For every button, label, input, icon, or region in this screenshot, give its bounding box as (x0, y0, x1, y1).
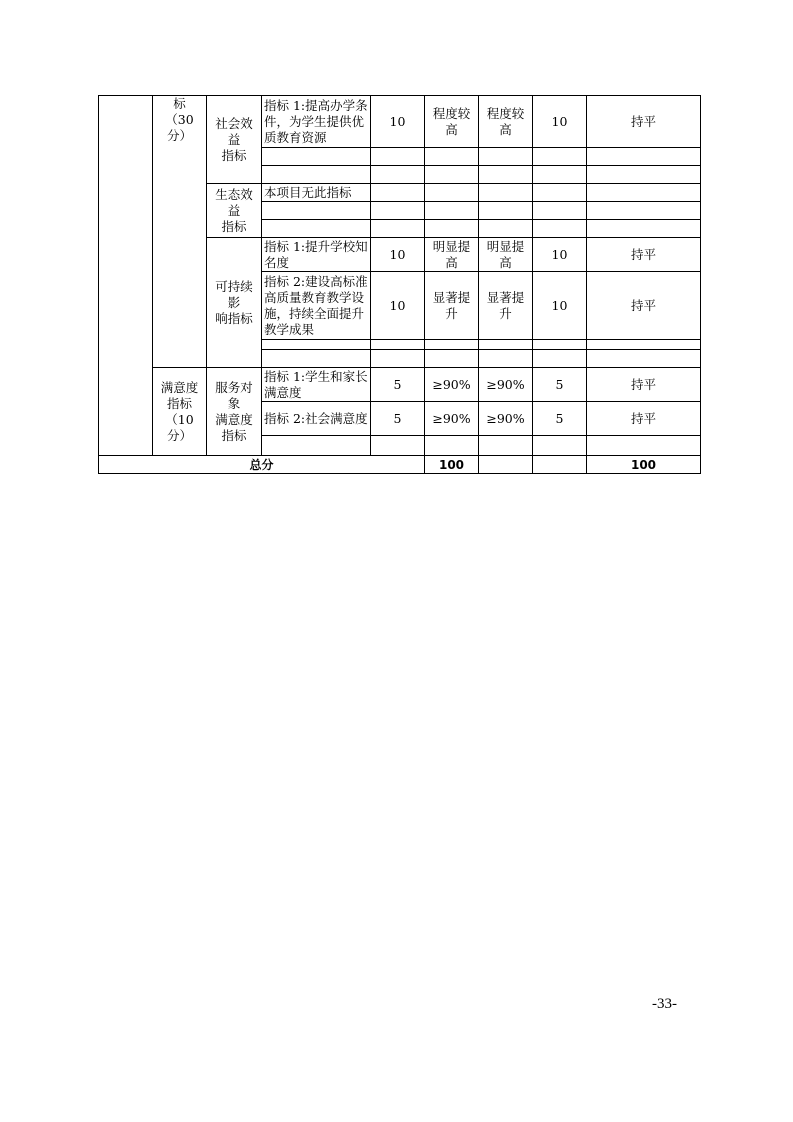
score-cell: 10 (533, 272, 587, 340)
category-cell-effect: 标 （30 分） (153, 96, 207, 368)
empty-cell (479, 436, 533, 456)
level1-cell (99, 96, 153, 456)
note-cell: 持平 (587, 368, 701, 402)
total-weight: 100 (425, 456, 479, 474)
empty-cell (587, 340, 701, 350)
empty-cell (479, 184, 533, 202)
empty-cell (587, 184, 701, 202)
actual-cell: ≥90% (479, 402, 533, 436)
empty-cell (533, 148, 587, 166)
empty-cell (425, 436, 479, 456)
empty-cell (425, 220, 479, 238)
empty-cell (533, 202, 587, 220)
empty-cell (262, 220, 371, 238)
total-label: 总分 (99, 456, 425, 474)
table-row (99, 368, 701, 402)
empty-cell (262, 148, 371, 166)
note-cell: 持平 (587, 96, 701, 148)
empty-cell (479, 340, 533, 350)
total-score: 100 (587, 456, 701, 474)
empty-cell (479, 202, 533, 220)
indicator-cell: 指标 2:建设高标准高质量教育教学设施，持续全面提升教学成果 (262, 272, 371, 340)
target-cell: ≥90% (425, 368, 479, 402)
score-cell: 5 (533, 402, 587, 436)
weight-cell: 5 (371, 368, 425, 402)
subcategory-social: 社会效 益 指标 (207, 96, 262, 184)
empty-cell (587, 220, 701, 238)
empty-cell (425, 166, 479, 184)
indicator-cell: 指标 1:提高办学条件，为学生提供优质教育资源 (262, 96, 371, 148)
weight-cell: 10 (371, 238, 425, 272)
empty-cell (533, 340, 587, 350)
actual-cell: 显著提 升 (479, 272, 533, 340)
empty-cell (371, 340, 425, 350)
weight-cell: 10 (371, 272, 425, 340)
actual-cell: ≥90% (479, 368, 533, 402)
note-cell: 持平 (587, 272, 701, 340)
empty-cell (479, 456, 533, 474)
empty-cell (533, 436, 587, 456)
empty-cell (587, 436, 701, 456)
category-cell-satisfaction: 满意度 指标 （10 分） (153, 368, 207, 456)
subcategory-sustain: 可持续 影 响指标 (207, 238, 262, 368)
indicator-cell: 本项目无此指标 (262, 184, 371, 202)
score-cell: 5 (533, 368, 587, 402)
performance-table (98, 95, 701, 474)
target-cell: 显著提 升 (425, 272, 479, 340)
actual-cell: 程度较 高 (479, 96, 533, 148)
empty-cell (479, 220, 533, 238)
target-cell: 程度较 高 (425, 96, 479, 148)
empty-cell (371, 148, 425, 166)
empty-cell (371, 350, 425, 368)
indicator-cell: 指标 2:社会满意度 (262, 402, 371, 436)
empty-cell (425, 184, 479, 202)
empty-cell (587, 202, 701, 220)
page-number: -33- (652, 996, 677, 1012)
empty-cell (262, 350, 371, 368)
empty-cell (587, 350, 701, 368)
empty-cell (587, 148, 701, 166)
empty-cell (262, 202, 371, 220)
weight-cell: 5 (371, 402, 425, 436)
weight-cell: 10 (371, 96, 425, 148)
empty-cell (371, 436, 425, 456)
empty-cell (425, 350, 479, 368)
empty-cell (533, 456, 587, 474)
subcategory-eco: 生态效 益 指标 (207, 184, 262, 238)
note-cell: 持平 (587, 402, 701, 436)
actual-cell: 明显提 高 (479, 238, 533, 272)
empty-cell (425, 202, 479, 220)
empty-cell (425, 148, 479, 166)
empty-cell (533, 220, 587, 238)
empty-cell (533, 184, 587, 202)
target-cell: ≥90% (425, 402, 479, 436)
empty-cell (371, 220, 425, 238)
empty-cell (533, 166, 587, 184)
empty-cell (262, 166, 371, 184)
empty-cell (479, 350, 533, 368)
score-cell: 10 (533, 96, 587, 148)
empty-cell (533, 350, 587, 368)
target-cell: 明显提 高 (425, 238, 479, 272)
empty-cell (479, 166, 533, 184)
total-row (99, 456, 701, 474)
empty-cell (262, 436, 371, 456)
empty-cell (479, 148, 533, 166)
empty-cell (262, 340, 371, 350)
empty-cell (371, 184, 425, 202)
score-cell: 10 (533, 238, 587, 272)
indicator-cell: 指标 1:学生和家长满意度 (262, 368, 371, 402)
table-row (99, 96, 701, 148)
empty-cell (371, 202, 425, 220)
empty-cell (371, 166, 425, 184)
note-cell: 持平 (587, 238, 701, 272)
empty-cell (587, 166, 701, 184)
indicator-cell: 指标 1:提升学校知名度 (262, 238, 371, 272)
subcategory-service: 服务对 象 满意度 指标 (207, 368, 262, 456)
empty-cell (425, 340, 479, 350)
